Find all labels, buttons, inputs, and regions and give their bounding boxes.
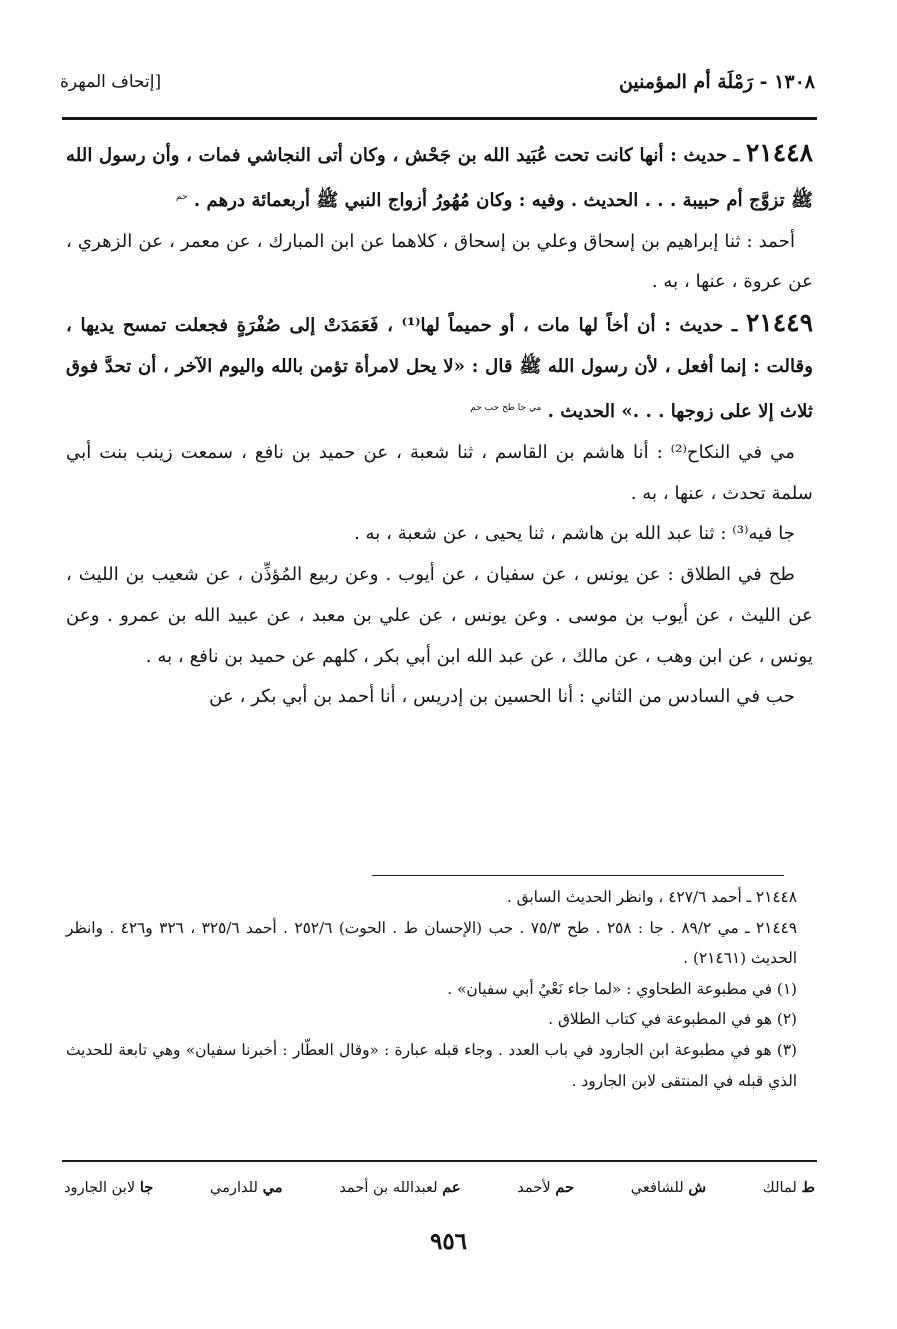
isnad-darimi: مي في النكاح⁽²⁾ : أنا هاشم بن القاسم ، ثنا شعبة ، عن حميد بن نافع ، سمعت زينب بنت أبي سلمة تحدث ، عنها ، به . xyxy=(66,441,813,504)
source-sigla: مي جا طح حب حم xyxy=(470,402,542,413)
reference-21448: ٢١٤٤٨ ـ أحمد ٤٢٧/٦ ، وانظر الحديث السابق . xyxy=(506,888,797,906)
abbr-item: حم لأحمد xyxy=(517,1179,575,1196)
footnote-3: (٣) هو في مطبوعة ابن الجارود في باب العدد . وجاء قبله عبارة : «وقال العطّار : أخبرنا سفيان» وهي تابعة للحديث الذي قبله في المنتقى لابن الجارود . xyxy=(66,1040,797,1090)
abbreviation-key xyxy=(64,1168,815,1208)
abbr-item: ش للشافعي xyxy=(630,1179,707,1196)
footnote-rule xyxy=(372,875,784,876)
abbr-item: مي للدارمي xyxy=(209,1179,283,1196)
isnad-ibn-hibban: حب في السادس من الثاني : أنا الحسين بن إدريس ، أنا أحمد بن أبي بكر ، عن xyxy=(209,686,795,708)
hadith-21448 xyxy=(66,133,813,222)
hadith-number: ٢١٤٤٨ xyxy=(745,138,813,167)
footnote-2: (٢) هو في المطبوعة في كتاب الطلاق . xyxy=(548,1010,797,1029)
running-header xyxy=(60,62,815,102)
section-title: ١٣٠٨ - رَمْلَة أم المؤمنين xyxy=(618,71,815,93)
page-number: ٩٥٦ xyxy=(429,1228,468,1255)
book-title: [إتحاف المهرة xyxy=(60,72,162,92)
abbreviation-rule xyxy=(62,1160,817,1162)
footnote-1: (١) في مطبوعة الطحاوي : «لما جاء نَعْيُ أبي سفيان» . xyxy=(447,979,797,998)
main-text xyxy=(66,133,813,718)
abbr-item: جا لابن الجارود xyxy=(64,1179,154,1196)
hadith-text: ـ حديث : أن أخاً لها مات ، أو حميماً لها⁽¹⁾ ، فَعَمَدَتْ إلى صُفْرَةٍ فجعلت تمسح يديها ، وقالت : إنما أفعل ، لأن رسول الله ﷺ قال : «لا يحل لامرأة تؤمن بالله واليوم الآخر ، أن تحدَّ فوق ثلاث إلا على زوجها . . .» الحديث . xyxy=(66,315,813,422)
abbr-item: عم لعبدالله بن أحمد xyxy=(339,1179,461,1196)
abbr-item: ط لمالك xyxy=(762,1179,815,1196)
isnad-ahmad: أحمد : ثنا إبراهيم بن إسحاق وعلي بن إسحاق ، كلاهما عن ابن المبارك ، عن معمر ، عن الزهري ، عن عروة ، عنها ، به . xyxy=(66,230,813,293)
hadith-number: ٢١٤٤٩ xyxy=(745,308,813,338)
hadith-text: ـ حديث : أنها كانت تحت عُبَيد الله بن جَحْش ، وكان أتى النجاشي فمات ، وأن رسول الله ﷺ تزوَّج أم حبيبة . . . الحديث . وفيه : وكان مُهُورُ أزواج النبي ﷺ أربعمائة درهم . xyxy=(66,145,813,211)
hadith-21449 xyxy=(66,303,813,432)
isnad-ibn-jarud: جا فيه⁽³⁾ : ثنا عبد الله بن هاشم ، ثنا يحيى ، عن شعبة ، به . xyxy=(353,523,795,545)
header-rule xyxy=(62,117,817,120)
reference-21449: ٢١٤٤٩ ـ مي ٨٩/٢ . جا : ٢٥٨ . طح ٧٥/٣ . حب (الإحسان ط . الحوت) ٢٥٢/٦ . أحمد ٣٢٥/٦ ، ٣٢٦ و٤٢٦ . وانظر الحديث (٢١٤٦١) . xyxy=(66,918,797,968)
footnotes xyxy=(66,882,813,1096)
isnad-tahawi: طح في الطلاق : عن يونس ، عن سفيان ، عن أيوب . وعن ربيع المُؤذِّن ، عن شعيب بن الليث ، عن الليث ، عن أيوب بن موسى . وعن يونس ، عن علي بن معبد ، عن عبيد الله بن عمرو . وعن يونس ، عن ابن وهب ، عن مالك ، عن عبد الله ابن أبي بكر ، كلهم عن حميد بن نافع ، به . xyxy=(66,564,813,667)
source-sigla: حم xyxy=(175,191,188,202)
